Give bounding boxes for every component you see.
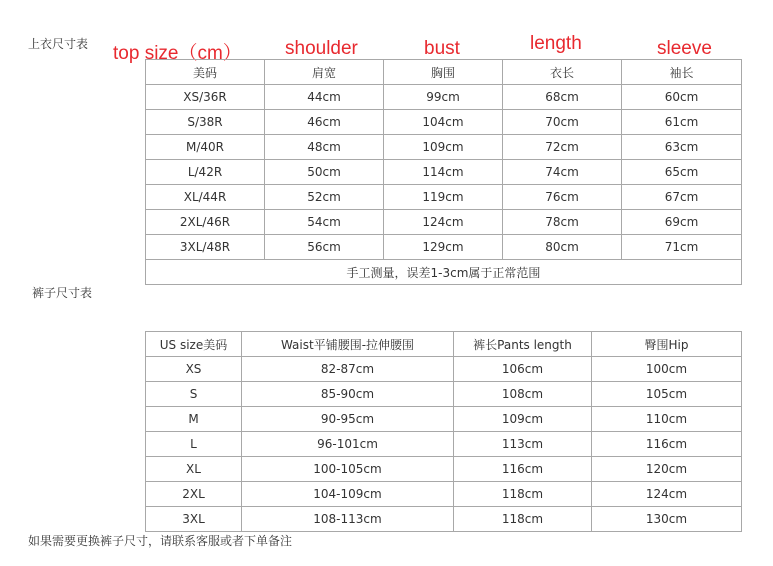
table-cell: XL/44R xyxy=(146,185,265,210)
table-row xyxy=(146,185,742,210)
table-row xyxy=(146,482,742,507)
header-cell: 胸围 xyxy=(384,60,503,85)
table-row xyxy=(146,432,742,457)
table-cell: 70cm xyxy=(503,110,622,135)
table-cell: 108-113cm xyxy=(242,507,454,532)
table-cell: 116cm xyxy=(454,457,592,482)
table-row xyxy=(146,85,742,110)
table-cell: 74cm xyxy=(503,160,622,185)
pants-size-chart-label: 裤子尺寸表 xyxy=(32,286,93,300)
table-cell: 44cm xyxy=(265,85,384,110)
table-cell: L/42R xyxy=(146,160,265,185)
table-cell: 82-87cm xyxy=(242,357,454,382)
table-cell: 3XL xyxy=(146,507,242,532)
table-cell: 116cm xyxy=(592,432,742,457)
table-cell: S/38R xyxy=(146,110,265,135)
header-cell: Waist平铺腰围-拉伸腰围 xyxy=(242,332,454,357)
table-cell: 109cm xyxy=(384,135,503,160)
header-cell: 美码 xyxy=(146,60,265,85)
table-row xyxy=(146,457,742,482)
table-row xyxy=(146,110,742,135)
table-row xyxy=(146,507,742,532)
table-cell: 124cm xyxy=(592,482,742,507)
measurement-note: 手工测量，误差1-3cm属于正常范围 xyxy=(146,260,742,285)
table-cell: 90-95cm xyxy=(242,407,454,432)
footer-note: 如果需要更换裤子尺寸，请联系客服或者下单备注 xyxy=(28,534,293,548)
table-cell: 85-90cm xyxy=(242,382,454,407)
table-header-row xyxy=(146,332,742,357)
table-cell: 67cm xyxy=(622,185,742,210)
table-cell: 118cm xyxy=(454,482,592,507)
table-cell: L xyxy=(146,432,242,457)
table-cell: XS/36R xyxy=(146,85,265,110)
table-cell: 69cm xyxy=(622,210,742,235)
table-row xyxy=(146,160,742,185)
top-size-table xyxy=(145,59,742,285)
table-cell: M xyxy=(146,407,242,432)
table-cell: 129cm xyxy=(384,235,503,260)
table-cell: 105cm xyxy=(592,382,742,407)
table-cell: 113cm xyxy=(454,432,592,457)
table-cell: 118cm xyxy=(454,507,592,532)
table-cell: 130cm xyxy=(592,507,742,532)
table-cell: 3XL/48R xyxy=(146,235,265,260)
table-cell: S xyxy=(146,382,242,407)
table-cell: 52cm xyxy=(265,185,384,210)
table-cell: 56cm xyxy=(265,235,384,260)
table-cell: 119cm xyxy=(384,185,503,210)
table-cell: 61cm xyxy=(622,110,742,135)
table-cell: 108cm xyxy=(454,382,592,407)
table-cell: 80cm xyxy=(503,235,622,260)
annotation-length: length xyxy=(530,33,582,54)
table-cell: 96-101cm xyxy=(242,432,454,457)
header-cell: US size美码 xyxy=(146,332,242,357)
table-cell: 68cm xyxy=(503,85,622,110)
header-cell: 袖长 xyxy=(622,60,742,85)
table-cell: 78cm xyxy=(503,210,622,235)
table-cell: M/40R xyxy=(146,135,265,160)
table-header-row xyxy=(146,60,742,85)
table-row xyxy=(146,135,742,160)
table-cell: 104-109cm xyxy=(242,482,454,507)
table-cell: 65cm xyxy=(622,160,742,185)
header-cell: 臀围Hip xyxy=(592,332,742,357)
table-cell: 60cm xyxy=(622,85,742,110)
table-cell: 124cm xyxy=(384,210,503,235)
table-cell: XS xyxy=(146,357,242,382)
table-cell: 114cm xyxy=(384,160,503,185)
table-cell: XL xyxy=(146,457,242,482)
table-cell: 76cm xyxy=(503,185,622,210)
table-cell: 100-105cm xyxy=(242,457,454,482)
table-cell: 72cm xyxy=(503,135,622,160)
annotation-top-size: top size（cm） xyxy=(113,43,242,64)
table-cell: 106cm xyxy=(454,357,592,382)
table-cell: 104cm xyxy=(384,110,503,135)
table-cell: 110cm xyxy=(592,407,742,432)
annotation-bust: bust xyxy=(424,38,460,59)
top-size-chart-label: 上衣尺寸表 xyxy=(28,37,89,51)
header-cell: 肩宽 xyxy=(265,60,384,85)
header-cell: 衣长 xyxy=(503,60,622,85)
annotation-shoulder: shoulder xyxy=(285,38,358,59)
annotation-sleeve: sleeve xyxy=(657,38,712,59)
table-row xyxy=(146,382,742,407)
table-cell: 109cm xyxy=(454,407,592,432)
table-cell: 99cm xyxy=(384,85,503,110)
table-row xyxy=(146,210,742,235)
table-cell: 100cm xyxy=(592,357,742,382)
table-cell: 50cm xyxy=(265,160,384,185)
table-row xyxy=(146,407,742,432)
pants-size-table xyxy=(145,331,742,532)
table-row xyxy=(146,357,742,382)
table-cell: 46cm xyxy=(265,110,384,135)
table-note-row xyxy=(146,260,742,285)
table-cell: 2XL/46R xyxy=(146,210,265,235)
table-cell: 71cm xyxy=(622,235,742,260)
header-cell: 裤长Pants length xyxy=(454,332,592,357)
table-cell: 2XL xyxy=(146,482,242,507)
table-cell: 63cm xyxy=(622,135,742,160)
table-row xyxy=(146,235,742,260)
table-cell: 120cm xyxy=(592,457,742,482)
table-cell: 54cm xyxy=(265,210,384,235)
table-cell: 48cm xyxy=(265,135,384,160)
